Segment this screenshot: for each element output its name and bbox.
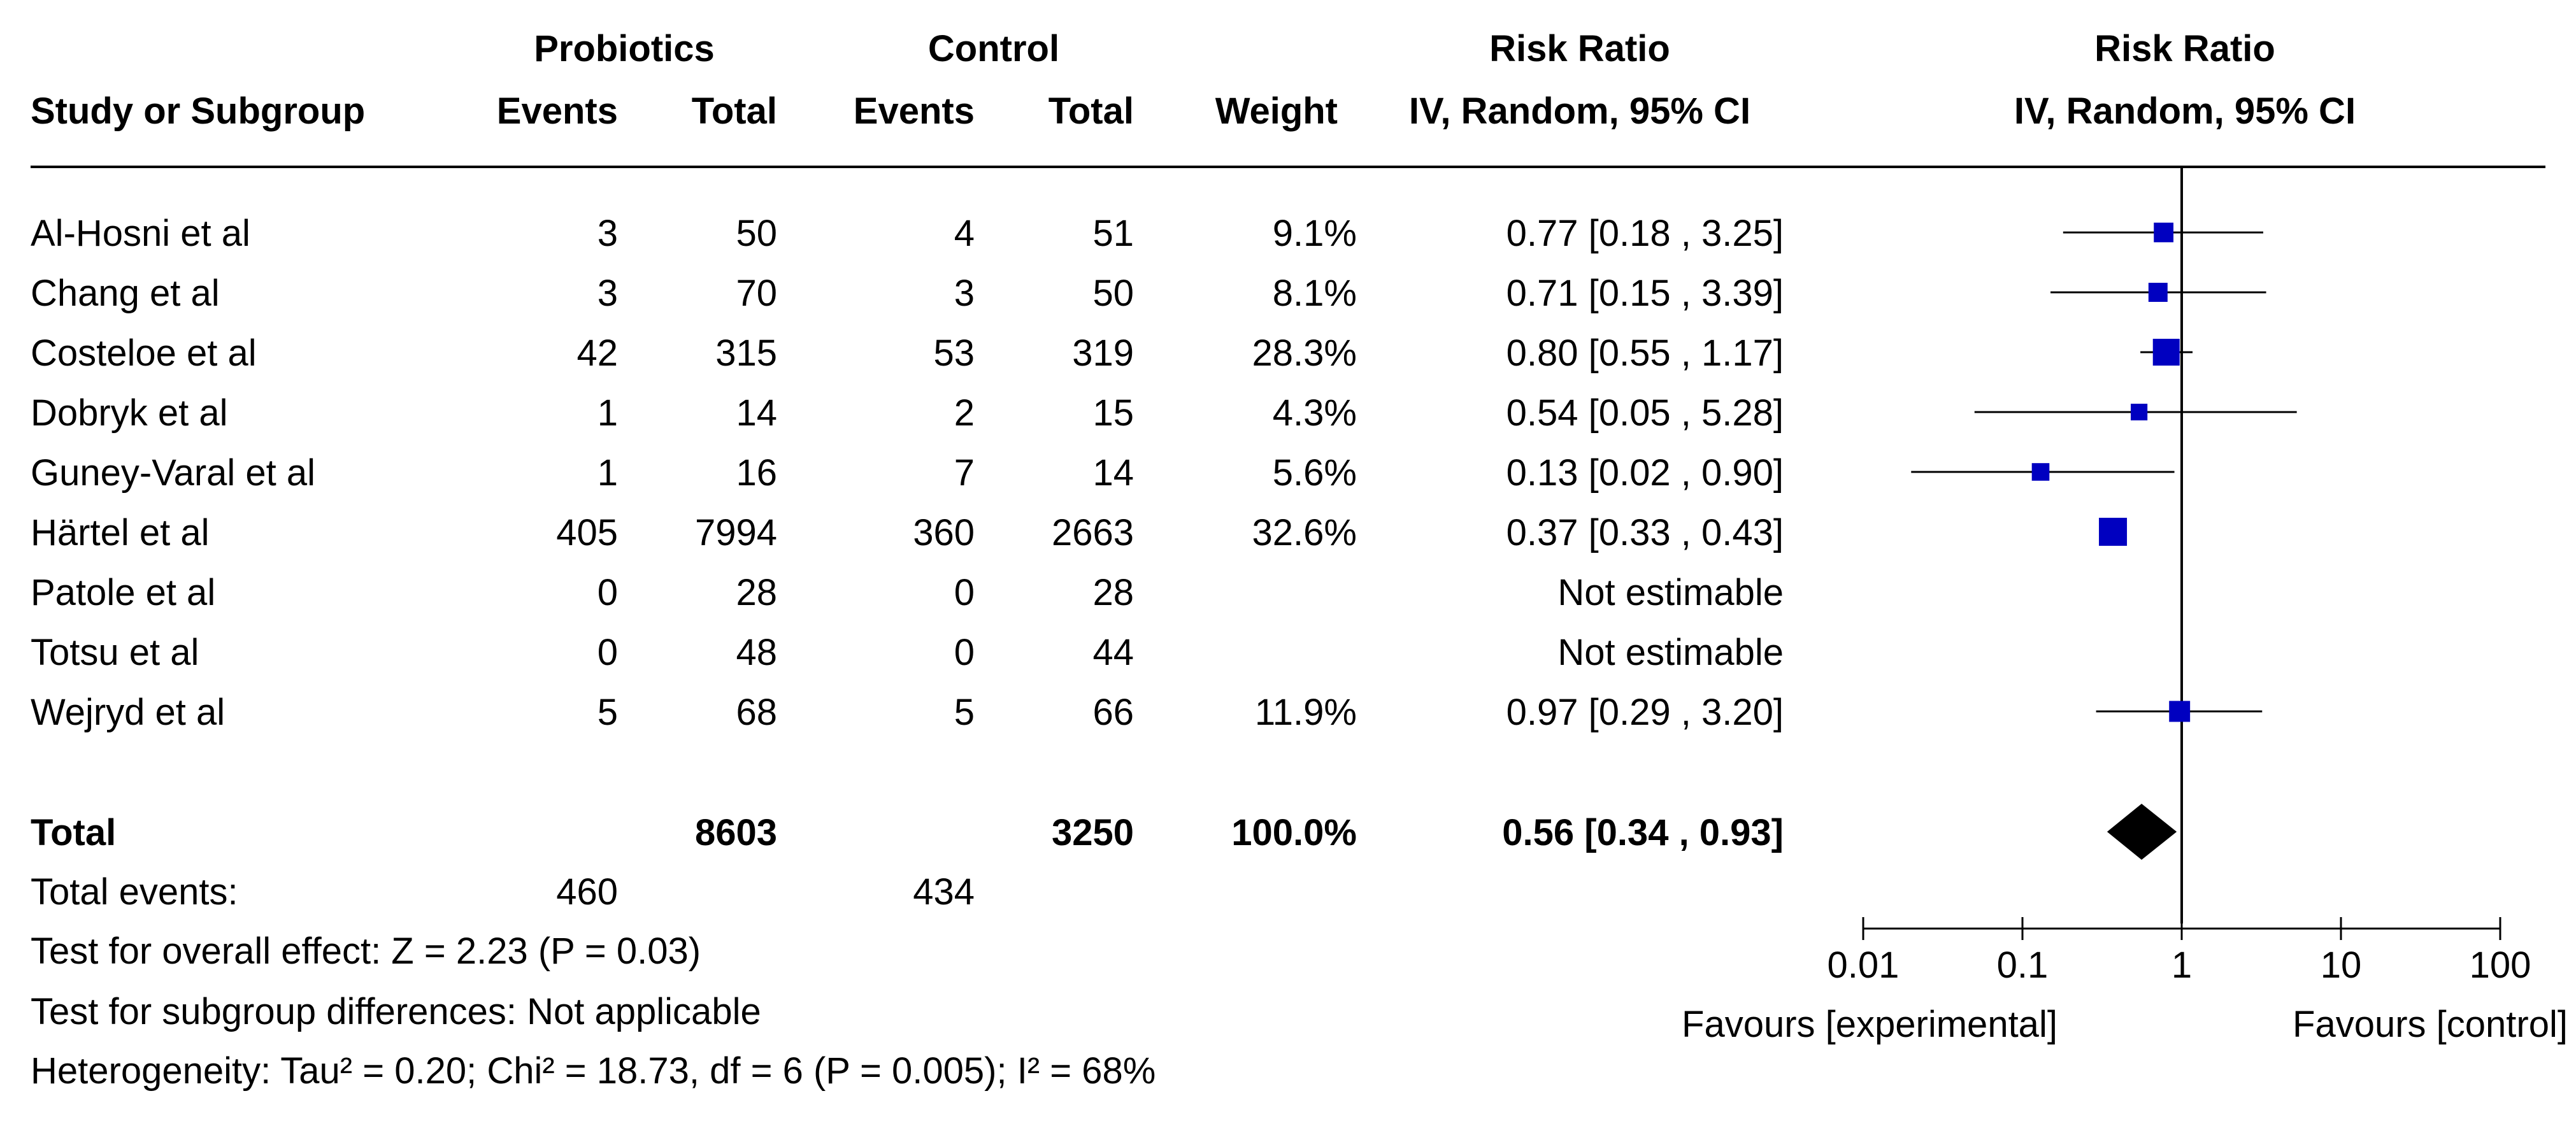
subgroup-differences-note: Test for subgroup differences: Not applicable — [31, 991, 761, 1032]
study-name: Wejryd et al — [31, 692, 225, 733]
study-weight: 32.6% — [1252, 512, 1357, 553]
events-probiotics: 3 — [597, 213, 618, 254]
total-control: 15 — [1092, 392, 1134, 434]
events-probiotics: 5 — [597, 692, 618, 733]
point-estimate-square — [2169, 701, 2190, 722]
total-probiotics: 315 — [715, 332, 777, 374]
study-name: Totsu et al — [31, 632, 199, 673]
total-probiotics: 28 — [736, 572, 777, 613]
events-probiotics: 42 — [576, 332, 618, 374]
point-estimate-square — [2099, 518, 2127, 546]
study-weight: 28.3% — [1252, 332, 1357, 374]
study-name: Dobryk et al — [31, 392, 228, 434]
x-tick-label: 0.01 — [1827, 944, 1900, 986]
total-control: 28 — [1092, 572, 1134, 613]
total-n-probiotics: 8603 — [694, 812, 777, 853]
overall-effect-note: Test for overall effect: Z = 2.23 (P = 0.03) — [31, 930, 701, 972]
events-control: 360 — [913, 512, 975, 553]
total-n-control: 3250 — [1051, 812, 1134, 853]
total-control: 44 — [1092, 632, 1134, 673]
study-ci: 0.71 [0.15 , 3.39] — [1506, 273, 1784, 314]
total-probiotics: 14 — [736, 392, 777, 434]
header-risk-ratio-column: Risk Ratio — [1489, 28, 1670, 69]
total-probiotics: 70 — [736, 273, 777, 314]
total-control: 319 — [1072, 332, 1134, 374]
header-study-or-subgroup: Study or Subgroup — [31, 90, 366, 132]
study-weight: 11.9% — [1254, 692, 1357, 733]
total-control: 50 — [1092, 273, 1134, 314]
events-control: 2 — [954, 392, 975, 434]
total-events-control: 434 — [913, 871, 975, 913]
point-estimate-square — [2032, 463, 2050, 481]
total-events-probiotics: 460 — [556, 871, 618, 913]
total-probiotics: 50 — [736, 213, 777, 254]
total-ci: 0.56 [0.34 , 0.93] — [1502, 812, 1784, 853]
events-control: 0 — [954, 632, 975, 673]
header-group-probiotics: Probiotics — [534, 28, 715, 69]
study-weight: 4.3% — [1272, 392, 1357, 434]
x-tick-label: 10 — [2320, 944, 2362, 986]
header-events-control: Events — [853, 90, 975, 132]
events-control: 4 — [954, 213, 975, 254]
events-probiotics: 0 — [597, 632, 618, 673]
total-probiotics: 16 — [736, 452, 777, 494]
total-control: 66 — [1092, 692, 1134, 733]
pooled-estimate-diamond — [2107, 804, 2177, 860]
total-weight: 100.0% — [1231, 812, 1357, 853]
events-control: 3 — [954, 273, 975, 314]
study-name: Patole et al — [31, 572, 216, 613]
point-estimate-square — [2153, 339, 2180, 366]
study-ci: 0.77 [0.18 , 3.25] — [1506, 213, 1784, 254]
study-ci: Not estimable — [1557, 632, 1784, 673]
events-probiotics: 3 — [597, 273, 618, 314]
point-estimate-square — [2131, 404, 2147, 420]
point-estimate-square — [2154, 223, 2173, 243]
total-probiotics: 48 — [736, 632, 777, 673]
study-name: Härtel et al — [31, 512, 210, 553]
total-label: Total — [31, 812, 117, 853]
events-control: 0 — [954, 572, 975, 613]
favours-experimental-label: Favours [experimental] — [1682, 1004, 2057, 1045]
x-tick-label: 100 — [2469, 944, 2531, 986]
x-tick-label: 0.1 — [1996, 944, 2049, 986]
heterogeneity-note: Heterogeneity: Tau² = 0.20; Chi² = 18.73, df = 6 (P = 0.005); I² = 68% — [31, 1050, 1156, 1092]
x-tick-label: 1 — [2171, 944, 2193, 986]
study-name: Costeloe et al — [31, 332, 257, 374]
total-probiotics: 7994 — [694, 512, 777, 553]
header-events-probiotics: Events — [496, 90, 618, 132]
study-ci: Not estimable — [1557, 572, 1784, 613]
header-plot-method: IV, Random, 95% CI — [2014, 90, 2356, 132]
favours-control-label: Favours [control] — [2293, 1004, 2568, 1045]
events-probiotics: 0 — [597, 572, 618, 613]
events-probiotics: 405 — [556, 512, 618, 553]
study-ci: 0.37 [0.33 , 0.43] — [1506, 512, 1784, 553]
total-probiotics: 68 — [736, 692, 777, 733]
header-weight: Weight — [1215, 90, 1338, 132]
total-control: 2663 — [1051, 512, 1134, 553]
header-ci-method: IV, Random, 95% CI — [1408, 90, 1751, 132]
study-ci: 0.80 [0.55 , 1.17] — [1506, 332, 1784, 374]
events-probiotics: 1 — [597, 452, 618, 494]
total-control: 51 — [1092, 213, 1134, 254]
events-control: 5 — [954, 692, 975, 733]
header-risk-ratio-plot: Risk Ratio — [2094, 28, 2275, 69]
study-ci: 0.97 [0.29 , 3.20] — [1506, 692, 1784, 733]
total-control: 14 — [1092, 452, 1134, 494]
study-name: Al-Hosni et al — [31, 213, 250, 254]
total-events-label: Total events: — [31, 871, 238, 913]
point-estimate-square — [2149, 283, 2168, 302]
study-name: Chang et al — [31, 273, 220, 314]
events-control: 53 — [933, 332, 975, 374]
study-name: Guney-Varal et al — [31, 452, 316, 494]
events-control: 7 — [954, 452, 975, 494]
events-probiotics: 1 — [597, 392, 618, 434]
study-weight: 8.1% — [1272, 273, 1357, 314]
header-group-control: Control — [927, 28, 1060, 69]
study-weight: 9.1% — [1272, 213, 1357, 254]
header-total-control: Total — [1048, 90, 1134, 132]
header-total-probiotics: Total — [691, 90, 777, 132]
study-ci: 0.13 [0.02 , 0.90] — [1506, 452, 1784, 494]
study-weight: 5.6% — [1272, 452, 1357, 494]
study-ci: 0.54 [0.05 , 5.28] — [1506, 392, 1784, 434]
